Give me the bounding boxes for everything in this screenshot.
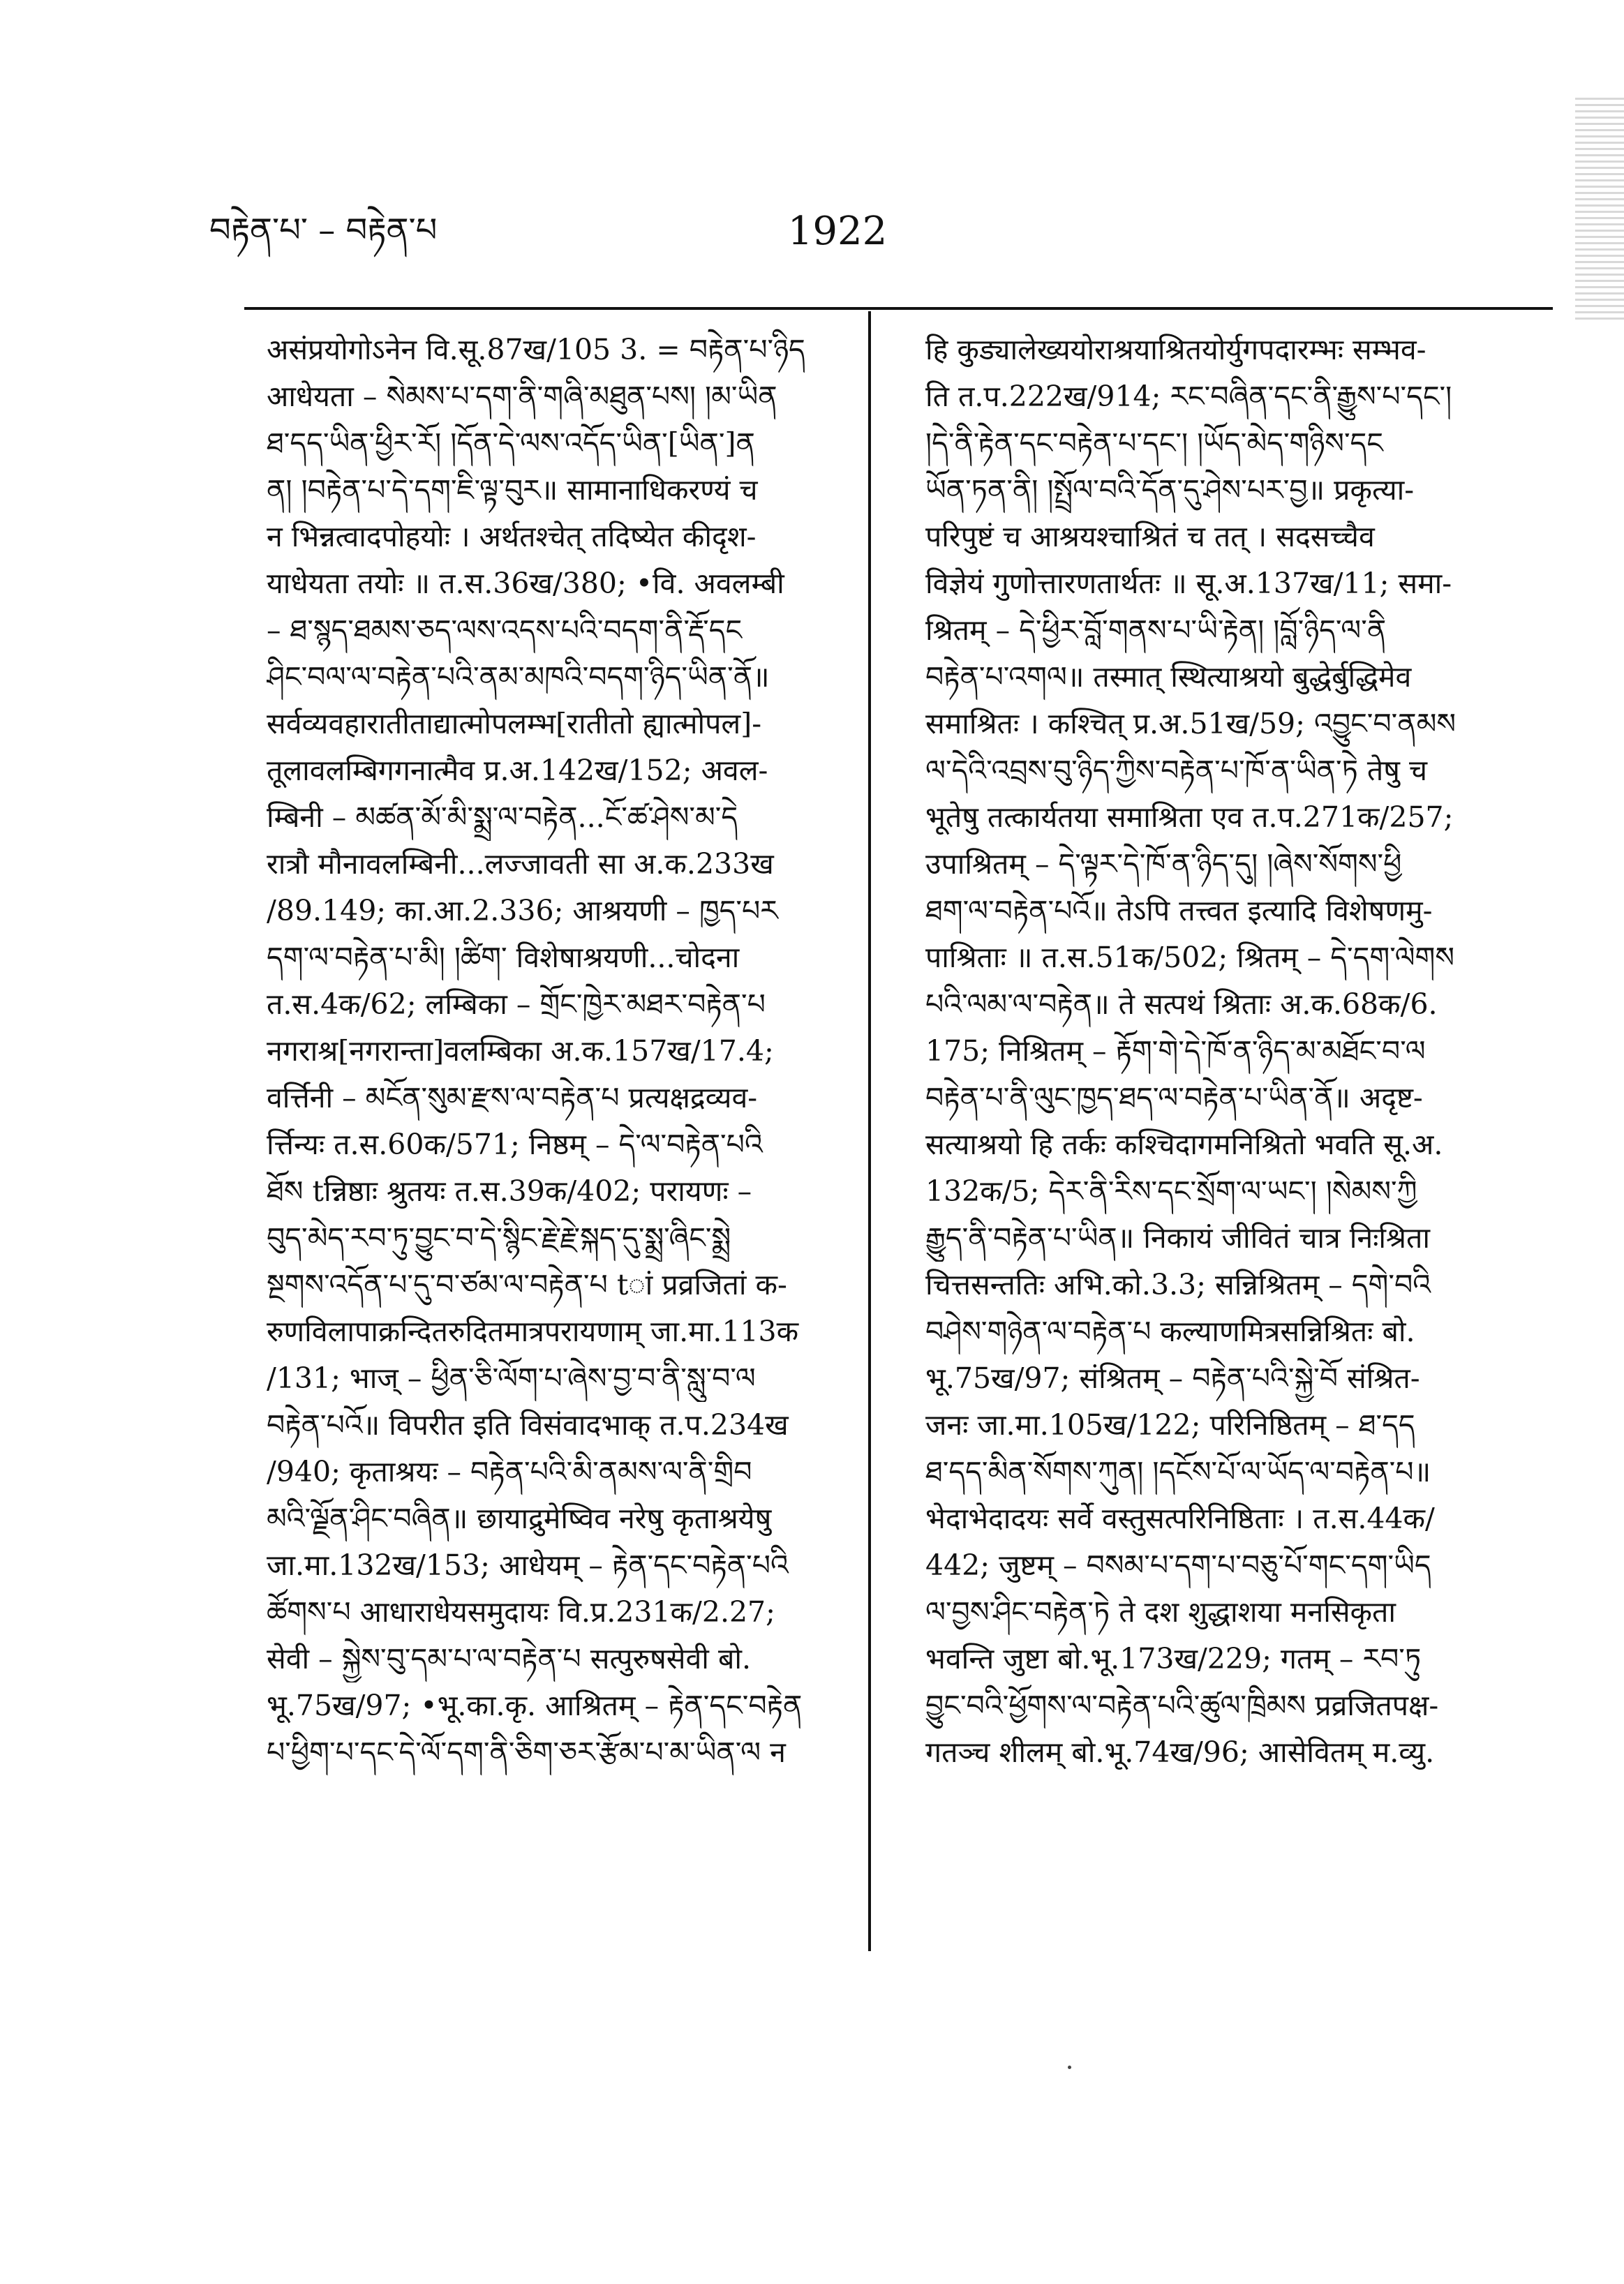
page-number: 1922 bbox=[787, 209, 888, 254]
left-column-line: याधेयता तयोः ॥ त.स.36ख/380; •वि. अवलम्बी bbox=[267, 567, 784, 600]
left-column-line: नगराश्र[नगरान्ता]वलम्बिका अ.क.157ख/17.4; bbox=[267, 1034, 774, 1068]
right-column-line: 175; निश्रितम् – རྟོག་གེ་དེ་ཁོ་ན་ཉིད་མ་མཐོང་བ་ལ bbox=[925, 1034, 1426, 1068]
left-column-line: མའི་ལྗོན་ཤིང་བཞིན॥ छायाद्रुमेष्विव नरेषु कृताश्रयेषु bbox=[267, 1502, 772, 1535]
right-column-line: ཡོན་ཏན་ནི། །སྤྲོལ་བའི་དོན་དུ་ཤེས་པར་བྱ॥ प्रकृत्या- bbox=[925, 473, 1415, 507]
left-column-line: – ཐ་སྙད་ཐམས་ཅད་ལས་འདས་པའི་བདག་ནི་རྡོ་དང bbox=[267, 613, 743, 647]
left-column-line: ཐོས tन्निष्ठाः श्रुतयः त.स.39क/402; परायणः – bbox=[267, 1174, 752, 1208]
column-divider bbox=[868, 311, 871, 1951]
left-column-line: सेवी – སྐྱེས་བུ་དམ་པ་ལ་བརྟེན་པ सत्पुरुषसेवी बो. bbox=[267, 1642, 752, 1675]
right-column-line: भू.75ख/97; संश्रितम् – བརྟེན་པའི་སྐྱེ་བོ संश्रित- bbox=[925, 1361, 1420, 1395]
right-column-line: ལ་བྱས་ཤིང་བརྟེན་ཏེ ते दश शुद्धाशया मनसिकृता bbox=[925, 1595, 1396, 1629]
left-column-line: /89.149; का.आ.2.336; आश्रयणी – ཁྱད་པར bbox=[267, 894, 778, 927]
left-column-line: /940; कृताश्रयः – བརྟེན་པའི་མི་ནམས་ལ་ནི་གྲིབ bbox=[267, 1455, 752, 1488]
running-head: བརྟེན་པ་ – བརྟེན་པ bbox=[209, 211, 438, 250]
left-column-line: ཤིང་བལ་ལ་བརྟེན་པའི་ནམ་མཁའི་བདག་ཉིད་ཡིན་ནོ॥ bbox=[267, 660, 770, 694]
left-column-line: त.स.4क/62; लम्बिका – གྲོང་ཁྱེར་མཐར་བརྟེན་པ bbox=[267, 987, 766, 1021]
right-column-line: भवन्ति जुष्टा बो.भू.173ख/229; गतम् – རབ་ཏུ bbox=[925, 1642, 1422, 1675]
right-column-line: ति त.प.222ख/914; རང་བཞིན་དང་ནི་རྒྱུས་པ་དང་། bbox=[925, 380, 1452, 413]
right-column-line: गतञ्च शीलम् बो.भू.74ख/96; आसेवितम् म.व्यु. bbox=[925, 1736, 1435, 1769]
right-column-line: उपाश्रितम् – དེ་ལྟར་དེ་ཁོ་ན་ཉིད་དུ། །ཞེས་སོགས་ཕྱི bbox=[925, 847, 1402, 881]
header-rule bbox=[244, 307, 1553, 310]
right-column-line: समाश्रितः । कश्चित् प्र.अ.51ख/59; འབྱུང་བ་ནམས bbox=[925, 707, 1457, 740]
right-column-line: भूतेषु तत्कार्यतया समाश्रिता एव त.प.271क/257; bbox=[925, 800, 1454, 834]
left-column-line: असंप्रयोगोऽनेन वि.सू.87ख/105 3. = བརྟེན་པ་ཉིད bbox=[267, 333, 805, 366]
right-column-line: ཐག་ལ་བརྟེན་པའོ॥ तेऽपि तत्त्वत इत्यादि विशेषणमु- bbox=[925, 894, 1433, 927]
right-column-line: །དེ་ནི་རྟེན་དང་བརྟེན་པ་དང་། །ཡོད་མེད་གཉིས་དང bbox=[925, 426, 1383, 460]
right-column bbox=[925, 327, 1519, 1776]
right-column-line: བརྟེན་པ་འགལ॥ तस्मात् स्थित्याश्रयो बुद्धेर्बुद्धिमेव bbox=[925, 660, 1412, 694]
left-column-line: तूलावलम्बिगगनात्मैव प्र.अ.142ख/152; अवल- bbox=[267, 754, 768, 787]
right-column-line: པའི་ལམ་ལ་བརྟེན॥ ते सत्पथं श्रिताः अ.क.68क/6. bbox=[925, 987, 1438, 1021]
left-column-line: ཚོགས་པ आधाराधेयसमुदायः वि.प्र.231क/2.27; bbox=[267, 1595, 775, 1629]
left-column-line: བུད་མེད་རབ་ཏུ་བྱུང་བ་དེ་སྙིང་རྗེ་རྗེ་སྐད་དུ་སྨྲ་ཞིང་སྨྲེ bbox=[267, 1221, 731, 1255]
right-column-line: བྱུང་བའི་ཕྱོགས་ལ་བརྟེན་པའི་ཚུལ་ཁྲིམས प्रव्रजितपक्ष- bbox=[925, 1689, 1439, 1722]
scan-binding-edge bbox=[1575, 98, 1624, 321]
left-column-line: म्बिनी – མཚན་མོ་མི་སྨྲ་ལ་བརྟེན...ངོ་ཚ་ཤེས་མ་དེ bbox=[267, 800, 738, 834]
right-column-line: परिपुष्टं च आश्रयश्चाश्रितं च तत् । सदसच्चैव bbox=[925, 520, 1375, 553]
left-column bbox=[267, 327, 860, 1776]
left-column-line: ན། །བརྟེན་པ་དེ་དག་ཇི་ལྟ་བུར॥ सामानाधिकरण्यं च bbox=[267, 473, 758, 507]
left-column-line: रात्रौ मौनावलम्बिनी...लज्जावती सा अ.क.233ख bbox=[267, 847, 774, 881]
left-column-line: रुणविलापाक्रन्दितरुदितमात्रपरायणाम् जा.मा.113क bbox=[267, 1315, 799, 1348]
right-column-line: सत्याश्रयो हि तर्कः कश्चिदागमनिश्रितो भवति सू.अ. bbox=[925, 1128, 1443, 1161]
left-column-line: जा.मा.132ख/153; आधेयम् – རྟེན་དང་བརྟེན་པའི bbox=[267, 1548, 789, 1582]
left-column-line: སྔགས་འདོན་པ་དུ་བ་ཙམ་ལ་བརྟེན་པ tां प्रव्रजितां क- bbox=[267, 1268, 787, 1301]
right-column-line: 132क/5; དེར་ནི་རིས་དང་སྲོག་ལ་ཡང་། །སེམས་ཀྱི bbox=[925, 1174, 1417, 1208]
right-column-line: श्रितम् – དེ་ཕྱིར་བློ་གནས་པ་ཡི་རྟེན། །བློ་ཉིད་ལ་ནི bbox=[925, 613, 1387, 647]
left-column-line: བརྟེན་པའོ॥ विपरीत इति विसंवादभाक् त.प.234ख bbox=[267, 1408, 789, 1442]
right-column-line: བཤེས་གཉེན་ལ་བརྟེན་པ कल्याणमित्रसन्निश्रितः बो. bbox=[925, 1315, 1415, 1348]
left-column-line: པ་ཕྱིག་པ་དང་དེ་ལོ་དག་ནི་ཅིག་ཅར་རྩོམ་པ་མ་ཡིན་ལ न bbox=[267, 1736, 786, 1769]
right-column-line: ལ་དེའི་འབྲས་བུ་ཉིད་ཀྱིས་བརྟེན་པ་ཁོ་ན་ཡིན་ཏེ तेषु च bbox=[925, 754, 1428, 787]
right-column-line: རྒྱུད་ནི་བརྟེན་པ་ཡིན॥ निकायं जीवितं चात्र निःश्रिता bbox=[925, 1221, 1431, 1255]
left-column-line: सर्वव्यवहारातीताद्यात्मोपलम्भ[रातीतो ह्यात्मोपल]- bbox=[267, 707, 762, 740]
scan-speck bbox=[1068, 2066, 1071, 2069]
right-column-line: भेदाभेदादयः सर्वे वस्तुसत्परिनिष्ठिताः । त.स.44क/ bbox=[925, 1502, 1435, 1535]
left-column-line: भू.75ख/97; •भू.का.कृ. आश्रितम् – རྟེན་དང་བརྟེན bbox=[267, 1689, 803, 1722]
right-column-line: བརྟེན་པ་ནི་ལུང་ཁྱད་ཐད་ལ་བརྟེན་པ་ཡིན་ནོ॥ अदृष्ट- bbox=[925, 1081, 1423, 1114]
left-column-line: ཐ་དད་ཡིན་ཕྱིར་རོ། །དོན་དེ་ལས་འདོད་ཡིན་[ཡིན་]ན bbox=[267, 426, 755, 460]
right-column-line: विज्ञेयं गुणोत्तारणतार्थतः ॥ सू.अ.137ख/11; समा- bbox=[925, 567, 1452, 600]
right-column-line: ཐ་དད་མིན་སོགས་ཀུན། །དངོས་པོ་ལ་ཡོད་ལ་བརྟེན་པ॥ bbox=[925, 1455, 1431, 1488]
left-column-line: आधेयता – སེམས་པ་དག་ནི་གཞི་མཐུན་པས། །མ་ཡིན bbox=[267, 380, 777, 413]
right-column-line: हि कुड्यालेख्ययोराश्रयाश्रितयोर्युगपदारम्भः सम्भव- bbox=[925, 333, 1426, 366]
left-column-line: वर्त्तिनी – མངོན་སུམ་རྫས་ལ་བརྟེན་པ प्रत्यक्षद्रव्यव- bbox=[267, 1081, 758, 1114]
right-column-line: चित्तसन्ततिः अभि.को.3.3; सन्निश्रितम् – དགེ་བའི bbox=[925, 1268, 1431, 1301]
right-column-line: जनः जा.मा.105ख/122; परिनिष्ठितम् – ཐ་དད bbox=[925, 1408, 1415, 1442]
left-column-line: न भिन्नत्वादपोहयोः । अर्थतश्चेत् तदिष्येत कीदृश- bbox=[267, 520, 757, 553]
left-column-line: /131; भाज् – ཕྱིན་ཅི་ལོག་པ་ཞེས་བྱ་བ་ནི་སླུ་བ་ལ bbox=[267, 1361, 756, 1395]
right-column-line: पाश्रिताः ॥ त.स.51क/502; श्रितम् – དེ་དག་ལེགས bbox=[925, 941, 1455, 974]
left-column-line: དག་ལ་བརྟེན་པ་མི། །ཚིག་ विशेषाश्रयणी...चोदना bbox=[267, 941, 740, 974]
left-column-line: र्त्तिन्यः त.स.60क/571; निष्ठम् – དེ་ལ་བརྟེན་པའི bbox=[267, 1128, 763, 1161]
right-column-line: 442; जुष्टम् – བསམ་པ་དག་པ་བཅུ་པོ་གང་དག་ཡིད bbox=[925, 1548, 1431, 1582]
